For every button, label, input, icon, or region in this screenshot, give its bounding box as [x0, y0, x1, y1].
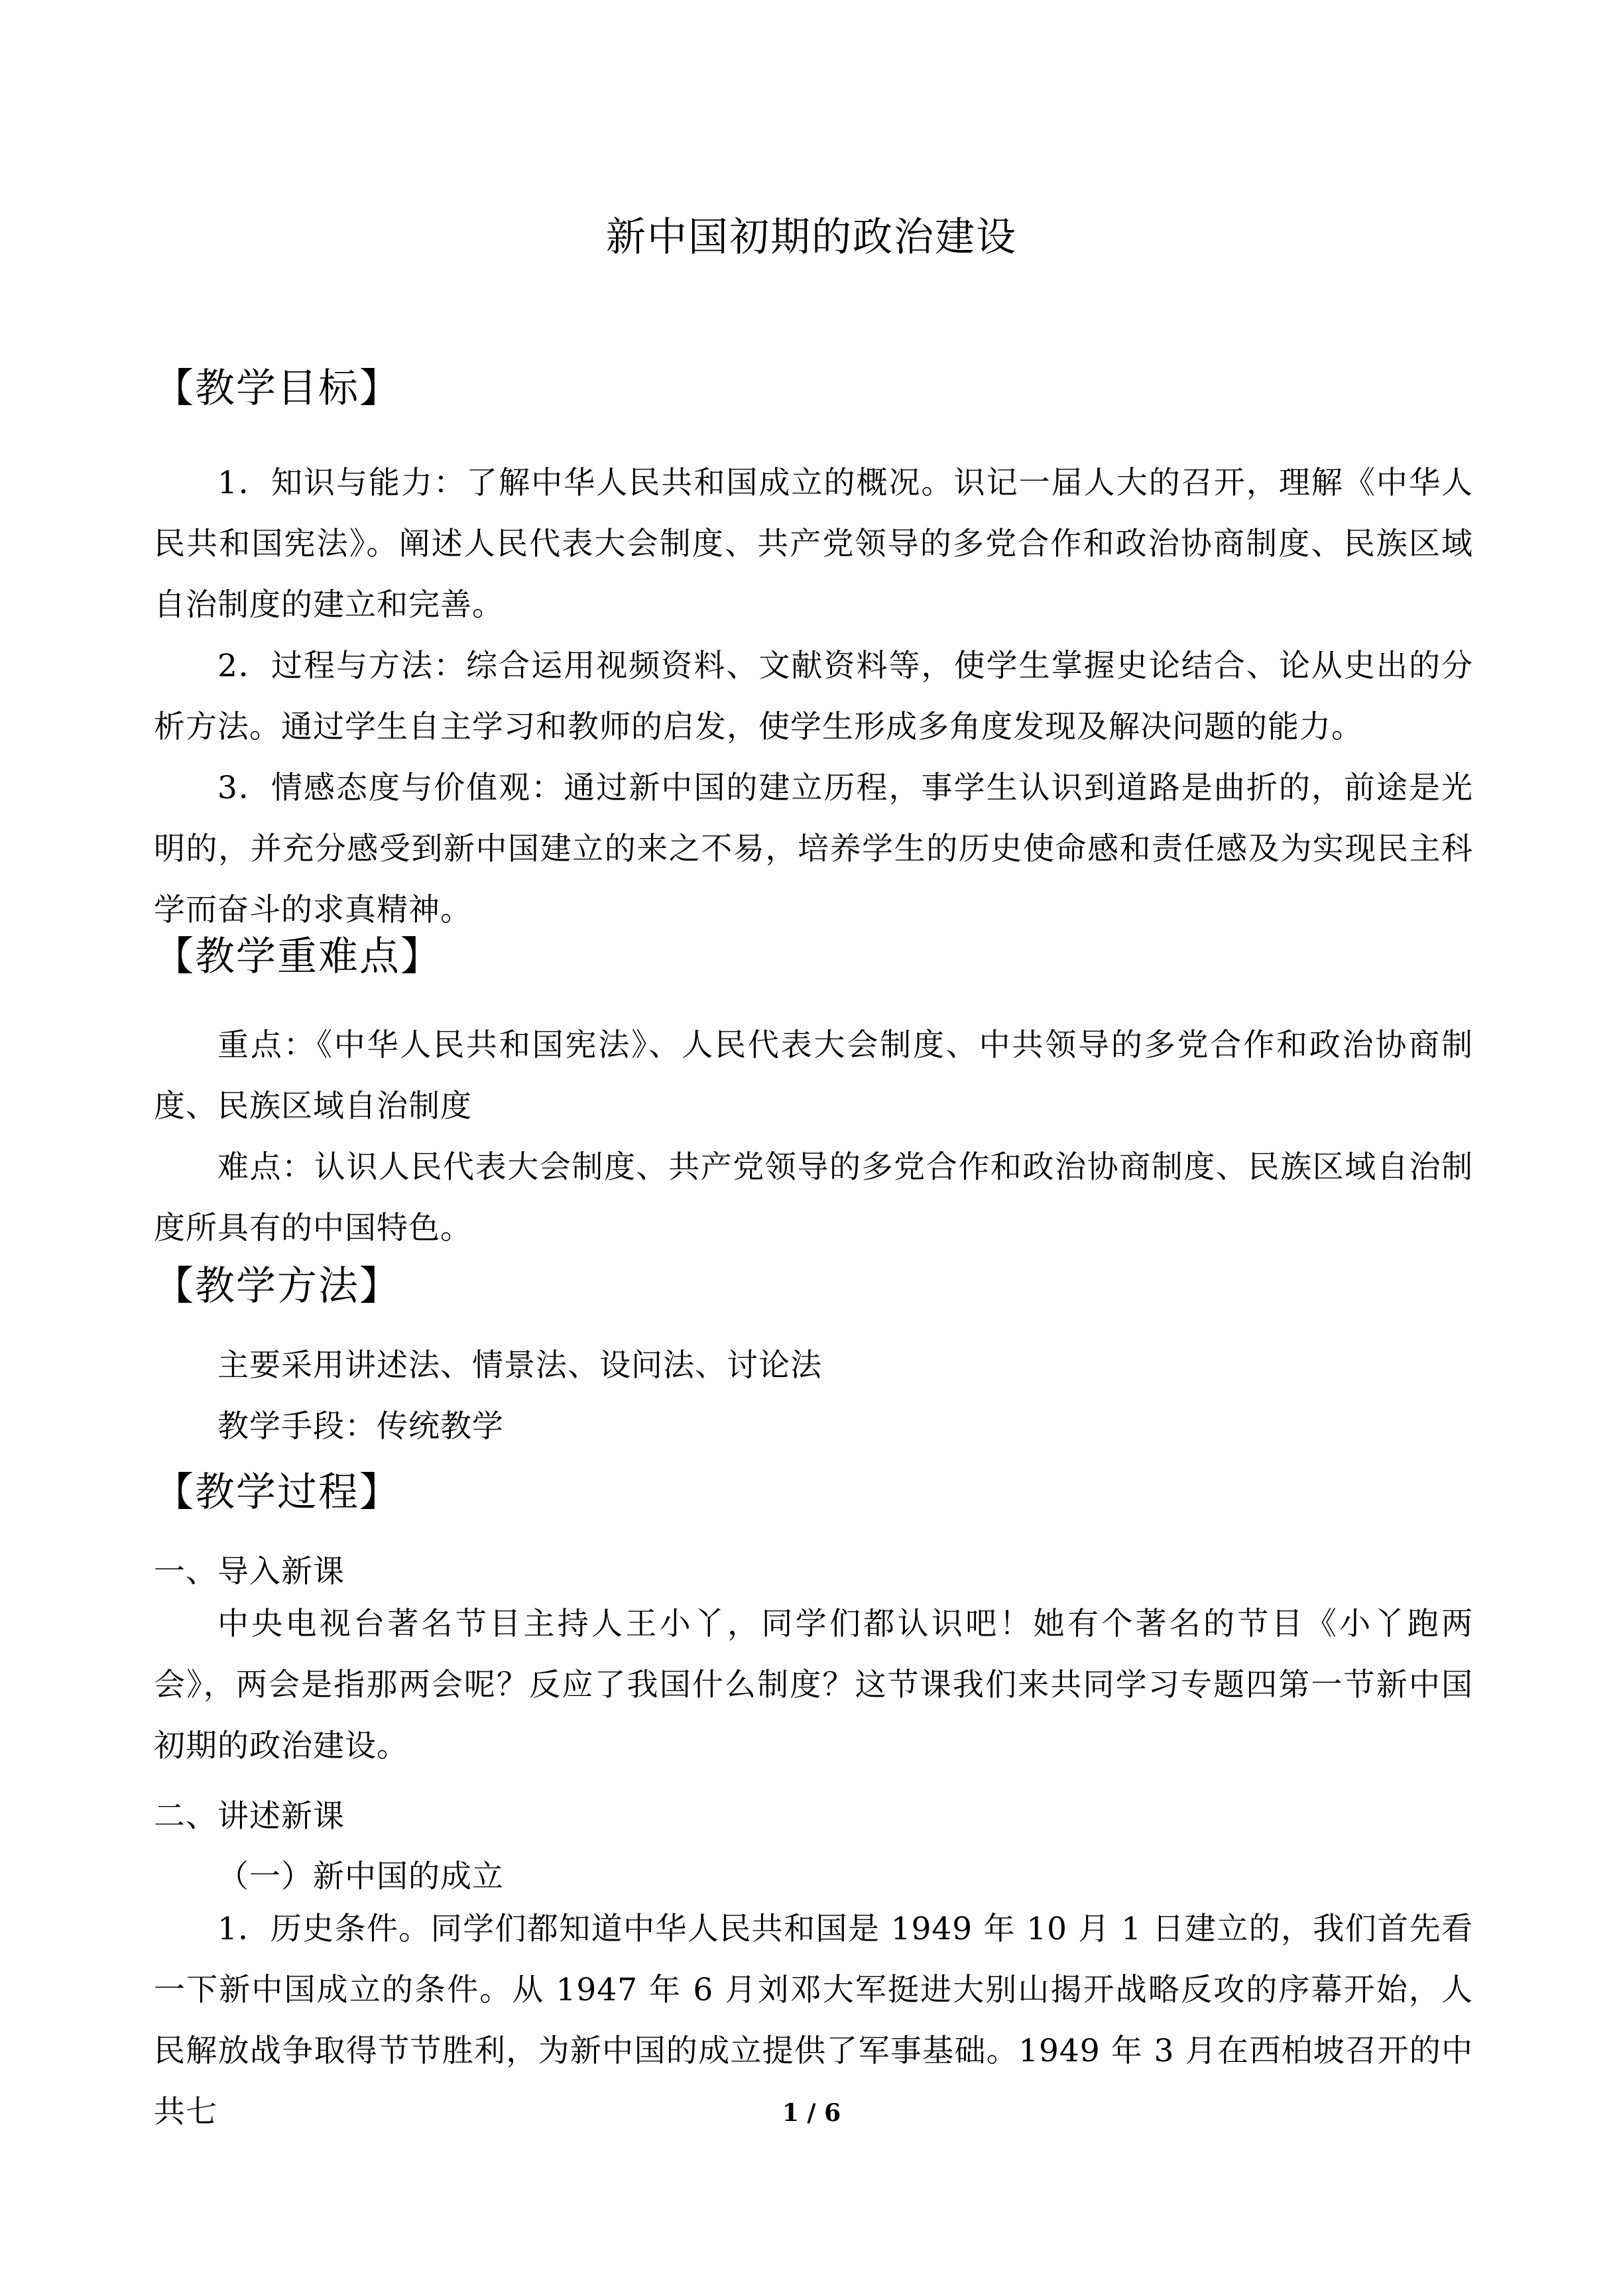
- heading-key-points: 【教学重难点】: [154, 934, 442, 980]
- difficult-point-text: 难点：认识人民代表大会制度、共产党领导的多党合作和政治协商制度、民族区域自治制度所具有的中国特色。: [154, 1149, 1473, 1246]
- process-part1-title: 一、导入新课: [154, 1553, 345, 1590]
- methods-means-text: 教学手段：传统教学: [217, 1408, 504, 1445]
- process-part1-text: 中央电视台著名节目主持人王小丫，同学们都认识吧！她有个著名的节目《小丫跑两会》，两会是指那两会呢？反应了我国什么制度？这节课我们来共同学习专题四第一节新中国初期的政治建设。: [154, 1606, 1473, 1764]
- document-title: 新中国初期的政治建设: [606, 214, 1017, 261]
- objective-item-3: 3．情感态度与价值观：通过新中国的建立历程，事学生认识到道路是曲折的，前途是光明的，并充分感受到新中国建立的来之不易，培养学生的历史使命感和责任感及为实现民主科学而奋斗的求真精神。: [154, 770, 1473, 928]
- key-point-text: 重点：《中华人民共和国宪法》、人民代表大会制度、中共领导的多党合作和政治协商制度、民族区域自治制度: [154, 1027, 1473, 1124]
- process-sub1-title: （一）新中国的成立: [217, 1858, 504, 1895]
- objective-item-2: 2．过程与方法：综合运用视频资料、文献资料等，使学生掌握史论结合、论从史出的分析方法。通过学生自主学习和教师的启发，使学生形成多角度发现及解决问题的能力。: [154, 648, 1473, 745]
- heading-objectives: 【教学目标】: [154, 365, 400, 412]
- heading-methods: 【教学方法】: [154, 1263, 400, 1309]
- process-part2-title: 二、讲述新课: [154, 1798, 345, 1835]
- page-number: 1 / 6: [782, 2099, 841, 2127]
- process-sub1-text: 1．历史条件。同学们都知道中华人民共和国是 1949 年 10 月 1 日建立的，我们首先看一下新中国成立的条件。从 1947 年 6 月刘邓大军挺进大别山揭开战略反攻的序幕开始，人民解放战争取得节节胜利，为新中国的成立提供了军事基础。1949 年 3 月在西柏坡召开的中共七: [154, 1911, 1473, 2130]
- methods-main-text: 主要采用讲述法、情景法、设问法、讨论法: [217, 1347, 822, 1384]
- objective-item-1: 1．知识与能力：了解中华人民共和国成立的概况。识记一届人大的召开，理解《中华人民共和国宪法》。阐述人民代表大会制度、共产党领导的多党合作和政治协商制度、民族区域自治制度的建立和完善。: [154, 465, 1473, 623]
- heading-process: 【教学过程】: [154, 1469, 400, 1516]
